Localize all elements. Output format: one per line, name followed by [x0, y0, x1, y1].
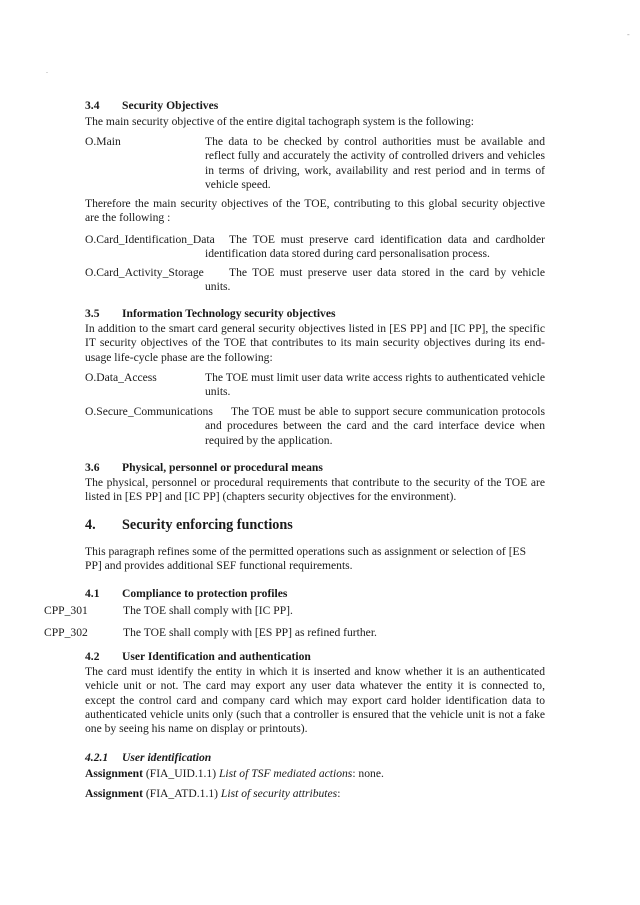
- assignment-rest: :: [337, 787, 341, 800]
- assignment-italic: List of security attributes: [220, 787, 338, 800]
- definition-text: The TOE must preserve user data stored in the card by vehicle units.: [205, 266, 545, 294]
- section-4-text: This paragraph refines some of the permitted operations such as assignment or selection of [ES PP] and provides additional SEF functional requirements.: [85, 545, 527, 573]
- section-number: 4.2: [85, 650, 100, 663]
- definition-card-identification-data: [85, 233, 545, 263]
- requirement-text: The TOE shall comply with [IC PP].: [123, 604, 293, 617]
- definition-term: O.Main: [85, 135, 121, 148]
- definition-text: The data to be checked by control authorities must be available and reflect fully and accurately the activity of controlled drivers and vehicles in terms of driving, work, availability and rest period and in terms of vehicle speed.: [205, 135, 545, 191]
- section-number: 3.5: [85, 307, 100, 320]
- scan-mark-top-right: -: [627, 30, 630, 39]
- section-title: Security Objectives: [122, 99, 219, 112]
- section-number: 3.6: [85, 461, 100, 474]
- section-number: 4.1: [85, 587, 100, 600]
- section-3-6-heading: [85, 461, 323, 475]
- section-title: User Identification and authentication: [122, 650, 311, 663]
- definition-term: O.Card_Activity_Storage: [85, 266, 204, 279]
- definition-term: O.Card_Identification_Data: [85, 233, 215, 246]
- section-number: 4.: [85, 517, 96, 533]
- definition-o-main: [85, 135, 545, 193]
- definition-term: O.Secure_Communications: [85, 405, 213, 418]
- requirement-id: CPP_301: [44, 604, 88, 617]
- assignment-ref: (FIA_UID.1.1): [142, 767, 219, 780]
- assignment-label: Assignment: [85, 787, 143, 800]
- section-4-heading: [85, 518, 293, 532]
- requirement-text: The TOE shall comply with [ES PP] as refined further.: [123, 626, 377, 639]
- section-4-1-heading: [85, 587, 287, 601]
- section-3-4-heading: [85, 99, 218, 113]
- section-title: Physical, personnel or procedural means: [122, 461, 323, 474]
- section-4-2-1-heading: [85, 751, 211, 765]
- section-4-2-text: The card must identify the entity in which it is inserted and know whether it is an authenticated vehicle unit or not. The card may export any user data whatever the entity it is connected to, except the control card and company card which may export card holder identification data to authenticated vehicle units only (such that a controller is ensured that the vehicle unit is not a fake one by seeing his name on display or printouts).: [85, 665, 545, 736]
- section-title: Compliance to protection profiles: [122, 587, 288, 600]
- section-title: Security enforcing functions: [122, 517, 293, 533]
- definition-secure-communications: [85, 405, 545, 449]
- requirement-cpp-301: [44, 604, 544, 619]
- assignment-fia-atd: [85, 787, 545, 801]
- definition-card-activity-storage: [85, 266, 545, 296]
- assignment-label: Assignment: [85, 767, 143, 780]
- definition-text: The TOE must be able to support secure communication protocols and procedures between the card and the card interface device when required by the application.: [205, 405, 545, 447]
- section-3-5-heading: [85, 307, 336, 321]
- definition-text: The TOE must limit user data write access rights to authenticated vehicle units.: [205, 371, 545, 399]
- assignment-italic: List of TSF mediated actions: [218, 767, 353, 780]
- assignment-fia-uid: [85, 767, 545, 781]
- requirement-id: CPP_302: [44, 626, 88, 639]
- section-3-4-therefore: Therefore the main security objectives of the TOE, contributing to this global security objective are the following :: [85, 197, 545, 225]
- section-number: 3.4: [85, 99, 100, 112]
- section-4-2-heading: [85, 650, 311, 664]
- section-title: User identification: [122, 751, 212, 764]
- definition-term: O.Data_Access: [85, 371, 157, 384]
- assignment-rest: : none.: [352, 767, 384, 780]
- section-title: Information Technology security objectives: [122, 307, 336, 320]
- section-3-5-intro: In addition to the smart card general security objectives listed in [ES PP] and [IC PP], the specific IT security objectives of the TOE that contributes to its main security objectives during its end-usage life-cycle phase are the following:: [85, 322, 545, 364]
- definition-text: The TOE must preserve card identification data and cardholder identification data stored during card personalisation process.: [205, 233, 545, 261]
- definition-data-access: [85, 371, 545, 401]
- scan-mark-left: .: [46, 66, 48, 75]
- section-number: 4.2.1: [85, 751, 109, 764]
- section-3-4-intro: The main security objective of the entire digital tachograph system is the following:: [85, 115, 474, 128]
- requirement-cpp-302: [44, 626, 544, 641]
- section-3-6-text: The physical, personnel or procedural requirements that contribute to the security of the TOE are listed in [ES PP] and [IC PP] (chapters security objectives for the environment).: [85, 476, 545, 504]
- assignment-ref: (FIA_ATD.1.1): [142, 787, 221, 800]
